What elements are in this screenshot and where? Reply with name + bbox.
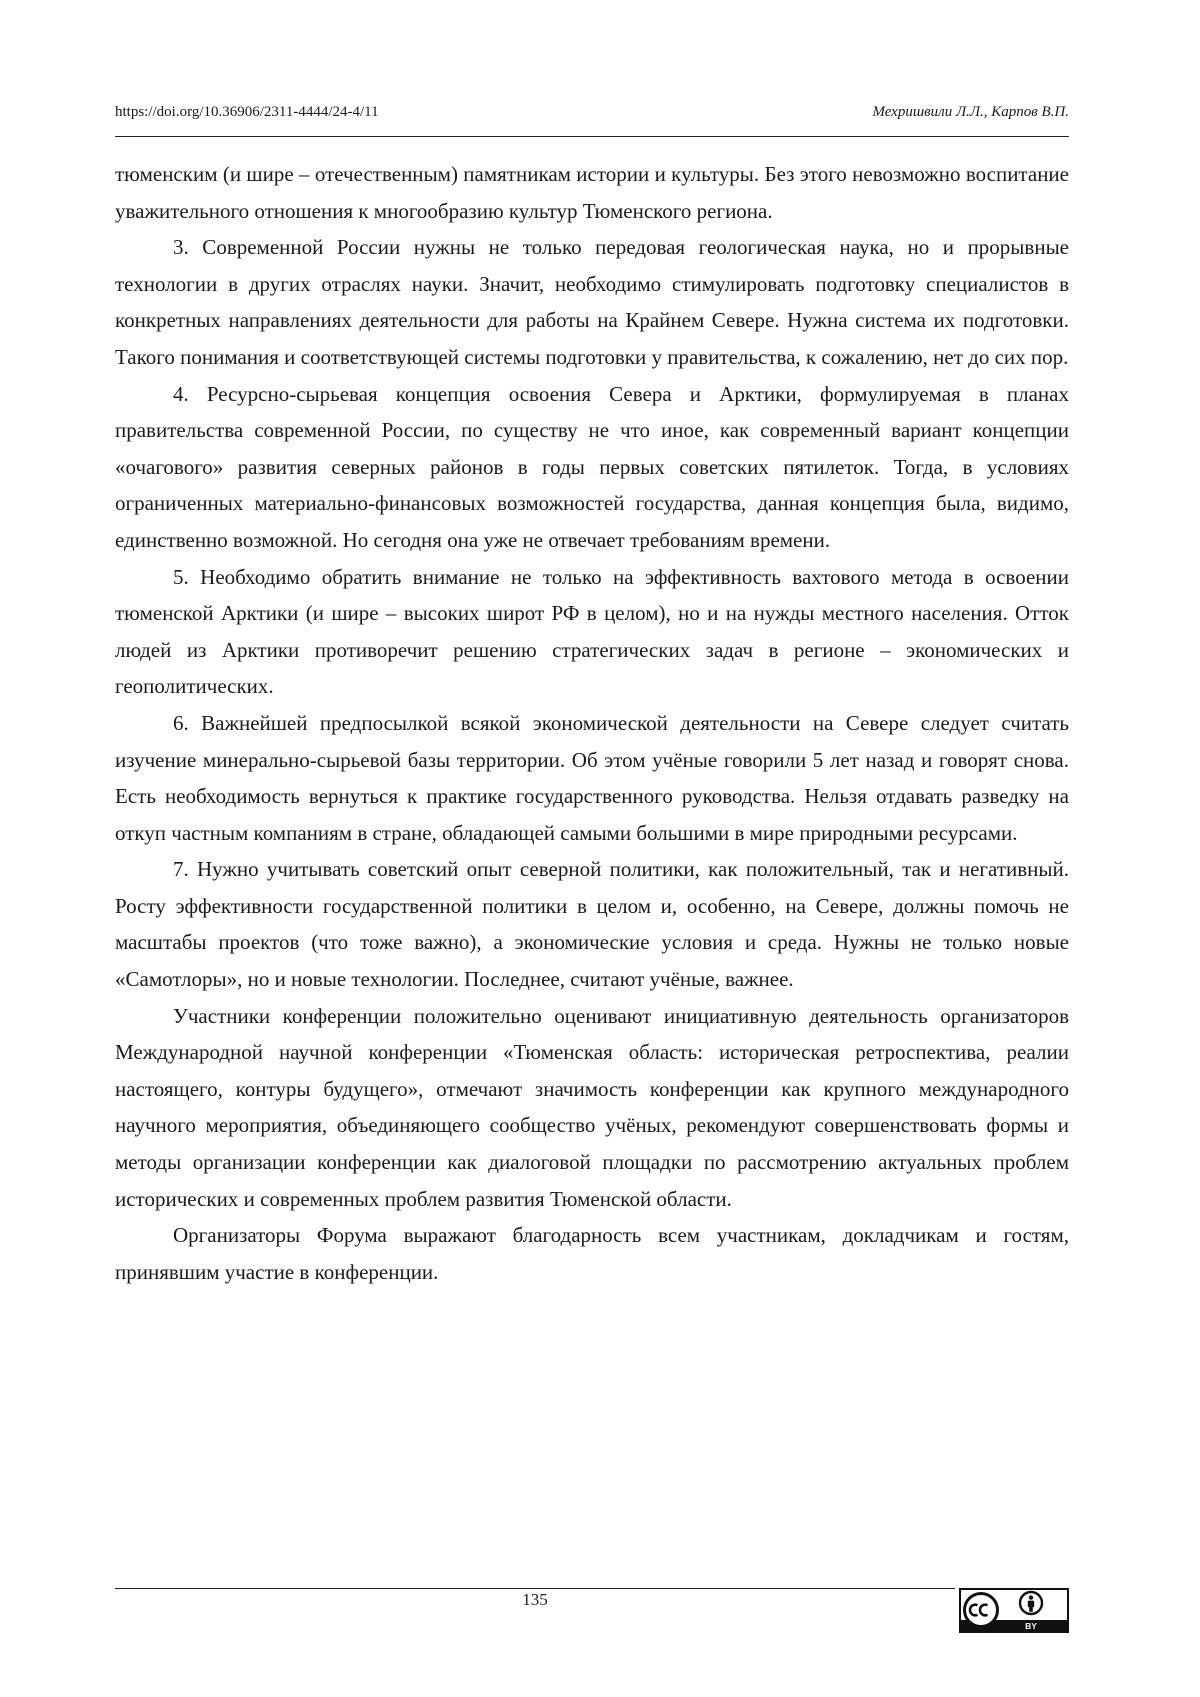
body-text bbox=[115, 156, 1069, 1290]
cc-by-label: BY bbox=[1025, 1621, 1037, 1631]
cc-by-icon bbox=[961, 1590, 1067, 1631]
paragraph: 6. Важнейшей предпосылкой всякой экономической деятельности на Севере следует считать изучение минерально-сырьевой базы территории. Об этом учёные говорили 5 лет назад и говорят снова. Есть необходимость вернуться к практике государственного руководства. Нельзя отдавать разведку на откуп частным компаниям в стране, обладающей самыми большими в мире природными ресурсами. bbox=[115, 710, 1069, 845]
doi-link[interactable]: https://doi.org/10.36906/2311-4444/24-4/11 bbox=[115, 104, 379, 120]
paragraph: тюменским (и шире – отечественным) памятникам истории и культуры. Без этого невозможно воспитание уважительного отношения к многообразию культур Тюменского региона. bbox=[115, 162, 1069, 223]
cc-by-license-badge[interactable] bbox=[959, 1588, 1069, 1633]
paragraph: 5. Необходимо обратить внимание не только на эффективность вахтового метода в освоении тюменской Арктики (и шире – высоких широт РФ в целом), но и на нужды местного населения. Отток людей из Арктики противоречит решению стратегических задач в регионе – экономических и геополитических. bbox=[115, 564, 1069, 699]
header-divider bbox=[115, 136, 1069, 137]
footer-divider bbox=[115, 1588, 955, 1589]
paragraph: 3. Современной России нужны не только передовая геологическая наука, но и прорывные технологии в других отраслях науки. Значит, необходимо стимулировать подготовку специалистов в конкретных направлениях деятельности для работы на Крайнем Севере. Нужна система их подготовки. Такого понимания и соответствующей системы подготовки у правительства, к сожалению, нет до сих пор. bbox=[115, 235, 1069, 369]
paragraph: 4. Ресурсно-сырьевая концепция освоения Севера и Арктики, формулируемая в планах правительства современной России, по существу не что иное, как современный вариант концепции «очагового» развития северных районов в годы первых советских пятилеток. Тогда, в условиях ограниченных материально-финансовых возможностей государства, данная концепция была, видимо, единственно возможной. Но сегодня она уже не отвечает требованиям времени. bbox=[115, 381, 1069, 552]
paragraph: 7. Нужно учитывать советский опыт северной политики, как положительный, так и негативный. Росту эффективности государственной политики в целом и, особенно, на Севере, должны помочь не масштабы проектов (что тоже важно), а экономические условия и среда. Нужны не только новые «Самотлоры», но и новые технологии. Последнее, считают учёные, важнее. bbox=[115, 857, 1069, 992]
running-header bbox=[115, 104, 1069, 128]
paragraph: Организаторы Форума выражают благодарность всем участникам, докладчикам и гостям, принявшим участие в конференции. bbox=[115, 1223, 1069, 1284]
header-authors: Мехришвили Л.Л., Карпов В.П. bbox=[872, 104, 1069, 120]
page-number: 135 bbox=[522, 1590, 548, 1609]
paragraph: Участники конференции положительно оценивают инициативную деятельность организаторов Международной научной конференции «Тюменская область: историческая ретроспектива, реалии настоящего, контуры будущего», отмечают значимость конференции как крупного международного научного мероприятия, объединяющего сообщество учёных, рекомендуют совершенствовать формы и методы организации конференции как диалоговой площадки по рассмотрению актуальных проблем исторических и современных проблем развития Тюменской области. bbox=[115, 1003, 1069, 1211]
